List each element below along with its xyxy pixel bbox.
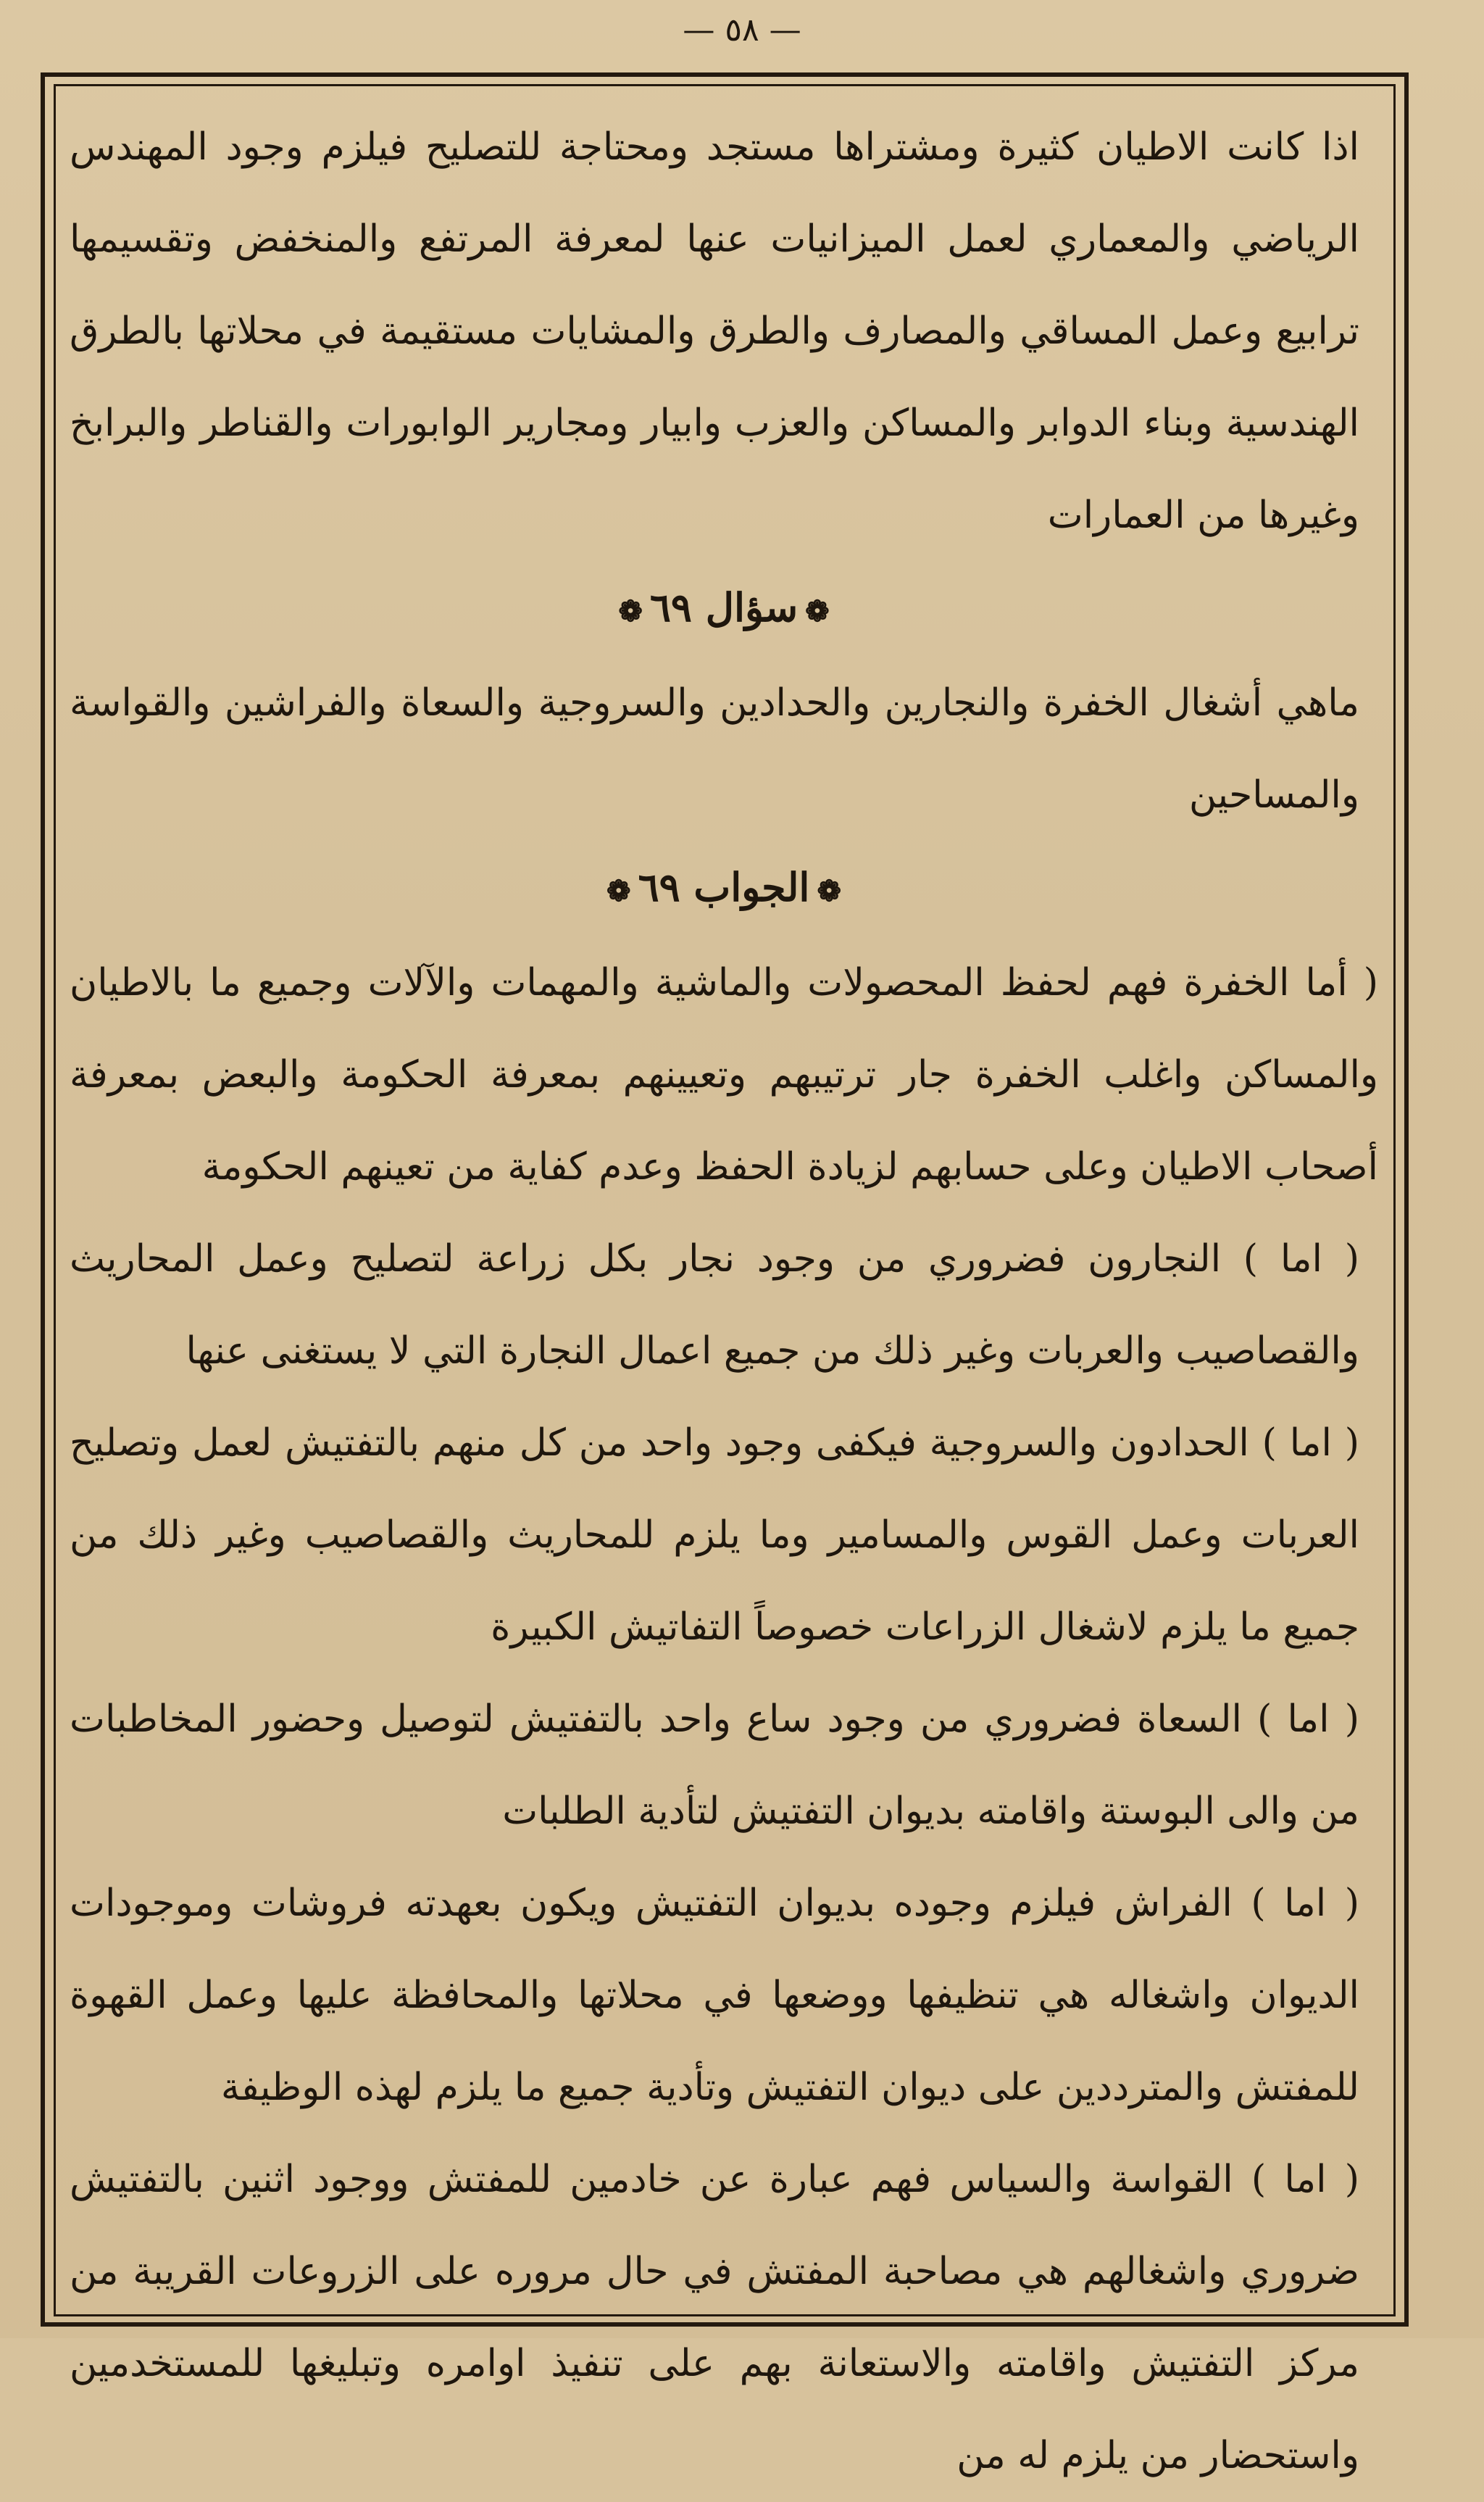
ornament-icon: ❁ xyxy=(805,594,830,628)
answer-paragraph-messengers: ( اما ) السعاة فضروري من وجود ساع واحد بالتفتيش لتوصيل وحضور المخاطبات من والى البوستة واقامته بديوان التفتيش لتأدية الطلبات xyxy=(70,1697,1359,1833)
question-heading-text: سؤال ٦٩ xyxy=(649,584,799,631)
question-paragraph: ماهي أشغال الخفرة والنجارين والحدادين والسروجية والسعاة والفراشين والقواسة والمساحين xyxy=(70,681,1359,817)
ornament-icon: ❁ xyxy=(606,874,631,908)
question-heading xyxy=(70,562,1378,657)
page-number: — ٥٨ — xyxy=(683,12,801,49)
answer-paragraph-carpenters: ( اما ) النجارون فضروري من وجود نجار بكل زراعة لتصليح وعمل المحاريث والقصاصيب والعربات وغير ذلك من جميع اعمال النجارة التي لا يستغنى عنها xyxy=(70,1237,1359,1373)
page-body xyxy=(70,101,1379,2477)
intro-paragraph: اذا كانت الاطيان كثيرة ومشتراها مستجد ومحتاجة للتصليح فيلزم وجود المهندس الرياضي والمعماري لعمل الميزانيات عنها لمعرفة المرتفع والمنخفض وتقسيمها ترابيع وعمل المساقي والمصارف والطرق والمشايات مستقيمة في محلاتها بالطرق الهندسية وبناء الدوابر والمساكن والعزب وابيار ومجارير الوابورات والقناطر والبرابخ وغيرها من العمارات xyxy=(70,125,1360,537)
answer-paragraph-servant: ( اما ) الفراش فيلزم وجوده بديوان التفتيش ويكون بعهدته فروشات وموجودات الديوان واشغاله هي تنظيفها ووضعها في محلاتها والمحافظة عليها وعمل القهوة للمفتش والمترددين على ديوان التفتيش وتأدية جميع ما يلزم لهذه الوظيفة xyxy=(70,1882,1359,2109)
answer-paragraph-blacksmiths: ( اما ) الحدادون والسروجية فيكفى وجود واحد من كل منهم بالتفتيش لعمل وتصليح العربات وعمل القوس والمسامير وما يلزم للمحاريث والقصاصيب وغير ذلك من جميع ما يلزم لاشغال الزراعات خصوصاً التفاتيش الكبيرة xyxy=(70,1421,1359,1649)
answer-paragraph-guards: ( أما الخفرة فهم لحفظ المحصولات والماشية والمهمات والآلات وجميع ما بالاطيان والمساكن واغلب الخفرة جار ترتيبهم وتعيينهم بمعرفة الحكومة والبعض بمعرفة أصحاب الاطيان وعلى حسابهم لزيادة الحفظ وعدم كفاية من تعينهم الحكومة xyxy=(70,961,1379,1189)
ornament-icon: ❁ xyxy=(817,874,841,908)
answer-heading xyxy=(70,841,1378,937)
answer-heading-text: الجواب ٦٩ xyxy=(638,864,810,910)
answer-paragraph-guards-grooms: ( اما ) القواسة والسياس فهم عبارة عن خادمين للمفتش ووجود اثنين بالتفتيش ضروري واشغالهم هي مصاحبة المفتش في حال مروره على الزروعات القريبة من مركز التفتيش واقامته والاستعانة بهم على تنفيذ اوامره وتبليغها للمستخدمين واستحضار من يلزم له من xyxy=(70,2158,1359,2477)
ornament-icon: ❁ xyxy=(618,594,643,628)
